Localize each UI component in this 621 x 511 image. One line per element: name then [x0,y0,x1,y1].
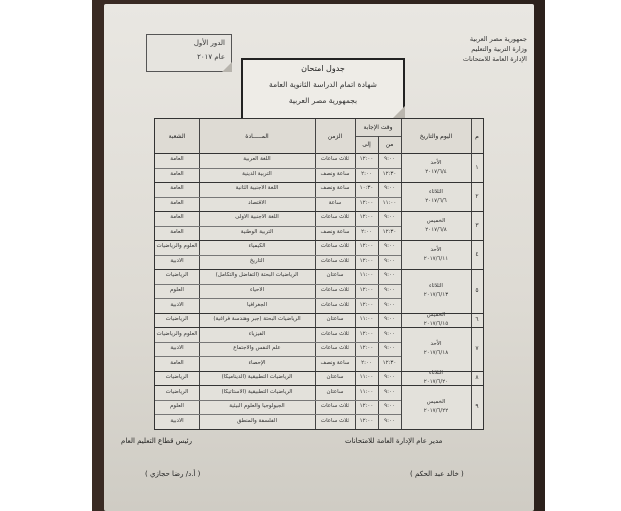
row-subject-cell: اللغة الأجنبية الأولى [235,214,279,221]
row-from-cell: ٩:٠٠ [384,272,395,279]
group-divider [155,429,483,430]
group-divider [155,240,483,241]
row-divider [155,168,401,169]
group-day-date-cell [401,282,471,300]
header-index: م [475,132,479,140]
group-date: ٢٠١٧/٦/١٨ [423,350,449,357]
row-from-cell: ٩:٠٠ [384,301,395,308]
issuer-country: جمهورية مصر العربية [469,35,527,43]
signature-title-left: رئيس قطاع التعليم العام [121,437,193,445]
row-from-cell: ٩:٠٠ [384,374,395,381]
page-margin-right [545,0,621,511]
header-day-date: اليوم والتاريخ [419,132,453,140]
row-subject-cell: الجغرافيا [247,301,267,308]
group-index-cell: ٧ [475,345,479,353]
row-branch-cell: العامة [170,185,184,192]
group-day-date-cell [401,340,471,358]
row-divider [155,226,401,227]
row-branch-cell: العامة [170,156,184,163]
row-duration-cell: ساعتان [326,272,344,279]
row-to-cell: ١١:٠٠ [359,272,374,279]
group-index-cell: ٢ [475,192,479,200]
row-to-cell: ١٢:٠٠ [359,345,374,352]
row-subject-cell: اللغة الأجنبية الثانية [235,185,279,192]
row-duration-cell: ثلاث ساعات [320,345,350,352]
signature-name-right: ( خالد عبد الحكم ) [410,470,464,478]
row-duration-cell: ساعة ونصف [320,170,350,177]
row-to-cell: ١١:٠٠ [359,388,374,395]
row-divider [155,197,401,198]
row-from-cell: ٩:٠٠ [384,287,395,293]
row-to-cell: ٢:٠٠ [361,170,372,177]
row-duration-cell: ساعتان [326,374,344,381]
row-branch-cell: الأدبية [170,257,184,264]
row-to-cell: ١٠:٣٠ [359,185,374,192]
row-to-cell: ٢:٠٠ [361,228,372,235]
issuer-department: الإدارة العامة للامتحانات [462,55,527,63]
header-duration: الزمن [327,132,343,140]
row-from-cell: ٩:٠٠ [384,345,395,352]
group-index-cell: ٩ [475,403,479,411]
group-date: ٢٠١٧/٦/٨ [425,226,447,233]
group-day: الخميس [426,312,446,319]
group-date: ٢٠١٧/٦/١٥ [423,321,449,328]
row-subject-cell: التربية الدينية [242,170,272,177]
row-duration-cell: ساعتان [326,316,344,323]
row-from-cell: ٩:٠٠ [384,214,395,221]
row-from-cell: ٩:٠٠ [384,257,395,264]
row-to-cell: ١٢:٠٠ [359,330,374,337]
exam-schedule-table [154,118,484,430]
row-subject-cell: الأحياء [250,287,264,293]
group-date: ٢٠١٧/٦/٦ [425,197,447,204]
row-branch-cell: العلوم [170,403,184,410]
group-index-cell: ١ [475,163,479,171]
group-divider [155,269,483,270]
group-divider [155,182,483,183]
row-divider [155,255,401,256]
row-to-cell: ١٢:٠٠ [359,199,374,206]
row-duration-cell: ثلاث ساعات [320,417,350,424]
group-day: الأحد [430,341,442,348]
header-time: وقت الإجابة [355,119,401,137]
row-divider [155,342,401,343]
row-duration-cell: ثلاث ساعات [320,214,350,221]
row-subject-cell: الرياضيات التطبيقية (الديناميكا) [221,374,293,381]
row-duration-cell: ثلاث ساعات [320,243,350,250]
row-to-cell: ١٢:٠٠ [359,403,374,410]
row-branch-cell: الرياضيات [165,388,189,395]
row-branch-cell: العامة [170,214,184,221]
title-box [241,58,405,120]
row-subject-cell: الإحصاء [248,359,266,366]
row-branch-cell: الرياضيات [165,272,189,279]
row-subject-cell: الفلسفة والمنطق [237,417,277,424]
group-day-date-cell [401,217,471,235]
session-year: عام ٢٠١٧ [197,53,225,61]
row-subject-cell: علم النفس والاجتماع [233,345,281,352]
group-index-cell: ٦ [475,316,479,324]
row-subject-cell: الجيولوجيا والعلوم البيئية [229,403,285,410]
header-from: من [385,141,394,148]
group-divider [155,385,483,386]
row-branch-cell: العلوم [170,287,184,293]
group-date: ٢٠١٧/٦/٢٢ [423,408,449,415]
group-day-date-cell [401,188,471,206]
issuer-header [463,34,527,64]
header-branch: الشعبة [168,132,186,140]
row-subject-cell: الكيمياء [248,243,266,250]
group-day: الثلاثاء [429,370,443,377]
row-divider [155,284,401,285]
group-index-cell: ٥ [475,287,479,294]
row-to-cell: ١٢:٠٠ [359,243,374,250]
row-from-cell: ١١:٠٠ [382,199,397,206]
row-branch-cell: العامة [170,228,184,235]
row-duration-cell: ثلاث ساعات [320,301,350,308]
group-index-cell: ٤ [475,250,479,258]
row-subject-cell: الرياضيات البحتة (التفاضل والتكامل) [215,272,299,279]
document-title: جدول امتحان [301,64,345,73]
header-subject: المـــــادة [245,132,269,140]
group-index-cell: ٨ [475,374,479,382]
row-from-cell: ٩:٠٠ [384,185,395,192]
group-divider [155,327,483,328]
row-subject-cell: اللغة العربية [243,156,271,163]
row-to-cell: ١١:٠٠ [359,316,374,323]
row-subject-cell: التاريخ [249,257,265,264]
group-date: ٢٠١٧/٦/٢٠ [423,379,449,386]
row-from-cell: ١٢:٣٠ [382,228,397,235]
group-date: ٢٠١٧/٦/٤ [425,168,447,175]
row-to-cell: ٢:٠٠ [361,359,372,366]
row-to-cell: ١٢:٠٠ [359,156,374,163]
row-from-cell: ٩:٠٠ [384,243,395,250]
group-index-cell: ٣ [475,221,479,229]
table-header [155,119,483,154]
row-divider [155,414,401,415]
row-branch-cell: الأدبية [170,345,184,352]
row-to-cell: ١٢:٠٠ [359,301,374,308]
row-from-cell: ١٢:٣٠ [382,170,397,177]
signature-title-right: مدير عام الإدارة العامة للامتحانات [345,437,443,445]
group-day: الثلاثاء [429,188,443,195]
group-day: الأحد [430,246,442,253]
session-box [146,34,232,72]
group-day: الثلاثاء [429,283,443,289]
row-branch-cell: العامة [170,359,184,366]
row-subject-cell: الرياضيات التطبيقية (الاستاتيكا) [221,388,293,395]
signature-name-left: ( أ.د/ رضا حجازي ) [145,470,201,478]
row-from-cell: ٩:٠٠ [384,156,395,163]
row-from-cell: ١٢:٣٠ [382,359,397,366]
group-day-date-cell [401,246,471,264]
group-day-date-cell [401,398,471,416]
row-divider [155,356,401,357]
row-from-cell: ٩:٠٠ [384,330,395,337]
row-to-cell: ١٢:٠٠ [359,287,374,293]
row-subject-cell: الفيزياء [248,330,266,337]
row-duration-cell: ساعة [328,199,342,206]
row-branch-cell: العامة [170,199,184,206]
row-to-cell: ١٢:٠٠ [359,417,374,424]
row-to-cell: ١٢:٠٠ [359,214,374,221]
row-divider [155,298,401,299]
group-day-date-cell [401,159,471,177]
row-from-cell: ٩:٠٠ [384,417,395,424]
row-from-cell: ٩:٠٠ [384,403,395,410]
row-duration-cell: ساعة ونصف [320,359,350,366]
row-subject-cell: الاقتصاد [248,199,266,206]
group-divider [155,211,483,212]
row-branch-cell: الرياضيات [165,374,189,381]
row-duration-cell: ثلاث ساعات [320,330,350,337]
row-duration-cell: ثلاث ساعات [320,287,350,293]
group-date: ٢٠١٧/٦/١٣ [423,292,449,298]
row-duration-cell: ساعتان [326,388,344,395]
row-divider [155,400,401,401]
document-country: بجمهورية مصر العربية [288,96,358,105]
row-to-cell: ١٢:٠٠ [359,257,374,264]
row-subject-cell: الرياضيات البحتة (جبر وهندسة فراغية) [213,316,301,323]
row-branch-cell: العامة [170,170,184,177]
row-subject-cell: التربية الوطنية [240,228,274,235]
group-date: ٢٠١٧/٦/١١ [423,255,449,262]
page-margin-left [0,0,92,511]
row-duration-cell: ساعة ونصف [320,228,350,235]
row-from-cell: ٩:٠٠ [384,388,395,395]
row-duration-cell: ساعة ونصف [320,185,350,192]
group-day: الأحد [430,159,442,166]
group-day: الخميس [426,399,446,406]
row-from-cell: ٩:٠٠ [384,316,395,323]
document-subtitle: شهادة اتمام الدراسة الثانوية العامة [269,80,377,89]
row-branch-cell: الرياضيات [165,316,189,323]
row-branch-cell: العلوم والرياضيات [156,243,198,250]
issuer-ministry: وزارة التربية والتعليم [471,45,527,53]
row-branch-cell: الأدبية [170,301,184,308]
row-branch-cell: الأدبية [170,417,184,424]
header-to: إلى [362,141,371,148]
row-to-cell: ١١:٠٠ [359,374,374,381]
row-duration-cell: ثلاث ساعات [320,156,350,163]
row-duration-cell: ثلاث ساعات [320,403,350,410]
row-duration-cell: ثلاث ساعات [320,257,350,264]
group-day: الخميس [426,217,446,224]
session-label: الدور الأول [193,39,225,47]
row-branch-cell: العلوم والرياضيات [156,330,198,337]
